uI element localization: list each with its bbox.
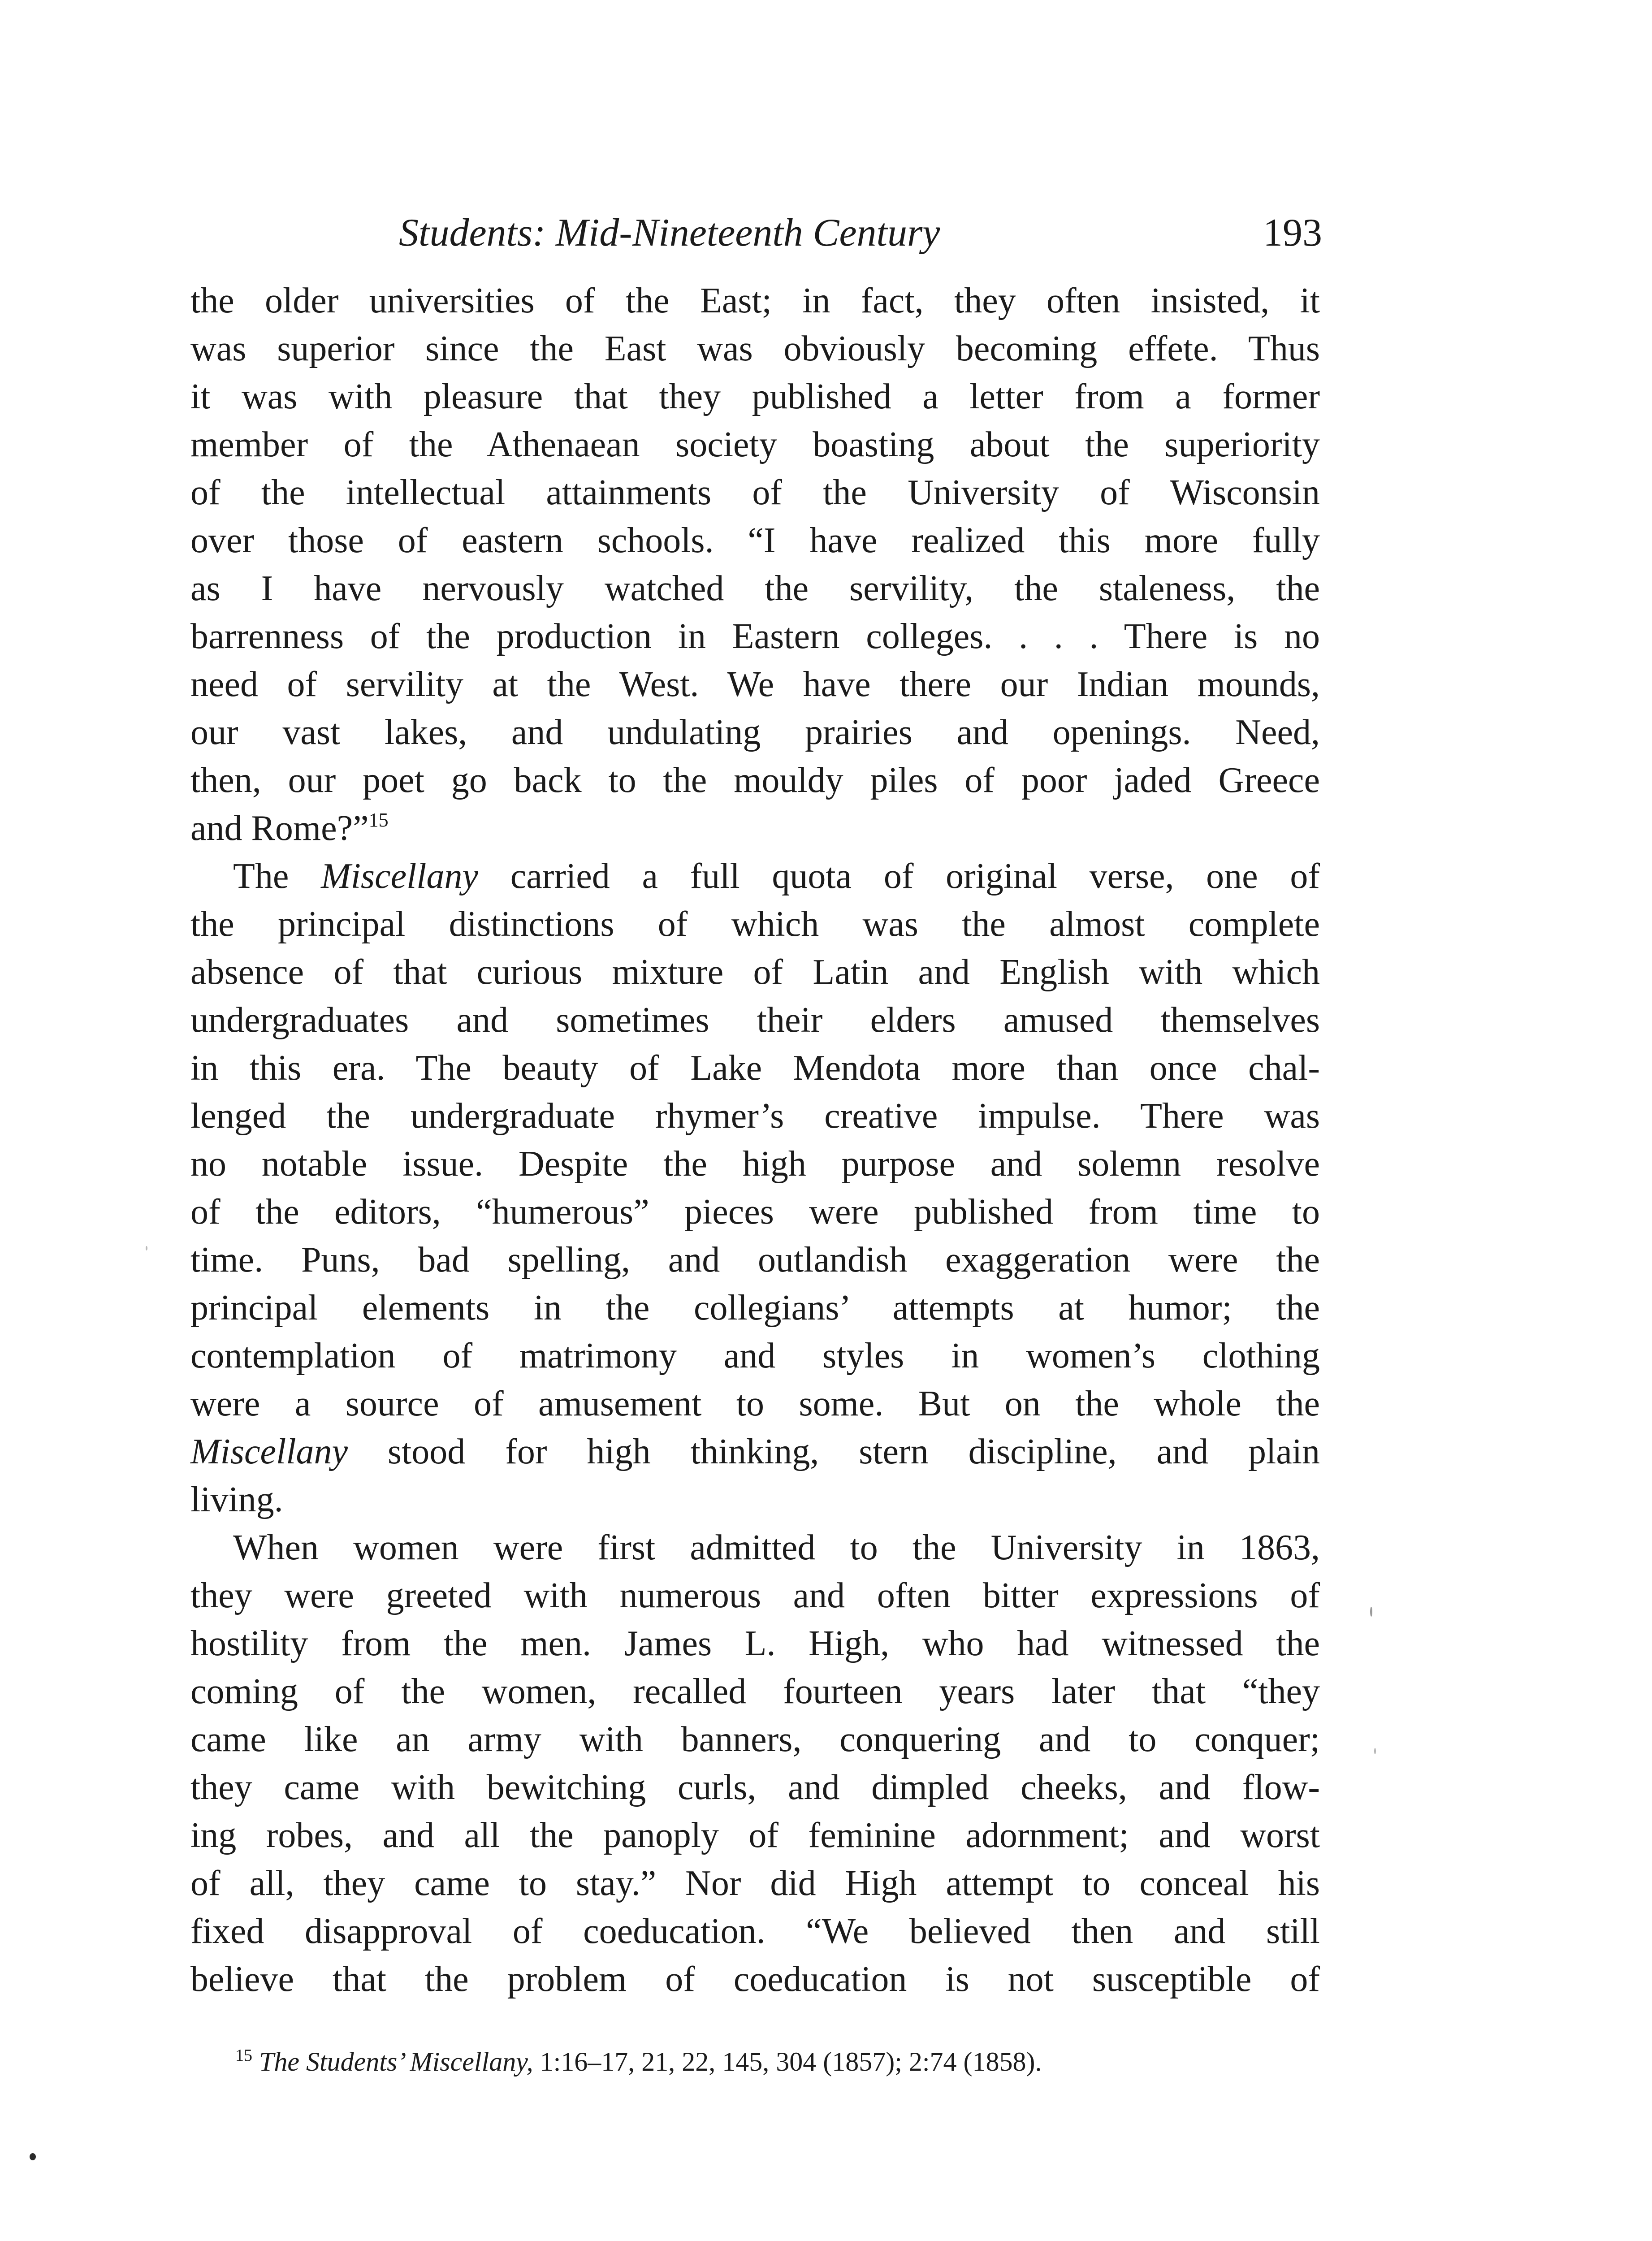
text-line: were a source of amusement to some. But on the whole the [190, 1384, 1320, 1423]
text-line: absence of that curious mixture of Latin and English with which [190, 952, 1320, 992]
running-title: Students: Mid-Nineteenth Century [399, 211, 940, 255]
text-line: time. Puns, bad spelling, and outlandish exaggeration were the [190, 1240, 1320, 1280]
footnote-reference: 15 [368, 809, 389, 831]
periodical-title: Miscellany [321, 857, 479, 896]
para-rest: carried a full quota of original verse, one of [510, 857, 1320, 896]
text-line: barrenness of the production in Eastern colleges. . . . There is no [190, 617, 1320, 656]
quote-end: and Rome?” [190, 809, 369, 848]
text-line: in this era. The beauty of Lake Mendota more than once chal- [190, 1048, 1320, 1088]
paragraph-start-line: When women were first admitted to the University in 1863, [233, 1528, 1320, 1567]
text-line: they were greeted with numerous and often bitter expressions of [190, 1576, 1320, 1615]
text-line: they came with bewitching curls, and dimpled cheeks, and flow- [190, 1768, 1320, 1807]
running-head [399, 206, 1322, 269]
text-line: fixed disapproval of coeducation. “We believed then and still [190, 1912, 1320, 1951]
para-lead: The [233, 857, 289, 896]
text-line [190, 805, 1320, 852]
text-line: hostility from the men. James L. High, who had witnessed the [190, 1624, 1320, 1663]
scan-speck [1374, 1748, 1376, 1754]
footnote-mark: 15 [235, 2046, 252, 2065]
text-line: of all, they came to stay.” Nor did High attempt to conceal his [190, 1864, 1320, 1903]
text-line: contemplation of matrimony and styles in women’s clothing [190, 1336, 1320, 1376]
text-line: of the editors, “humerous” pieces were published from time to [190, 1192, 1320, 1232]
text-line: member of the Athenaean society boasting about the superiority [190, 425, 1320, 464]
text-line: need of servility at the West. We have there our Indian mounds, [190, 665, 1320, 704]
text-line: the principal distinctions of which was the almost complete [190, 904, 1320, 944]
footnote-citation: 1:16–17, 21, 22, 145, 304 (1857); 2:74 (1858). [540, 2047, 1042, 2077]
text-line: lenged the undergraduate rhymer’s creative impulse. There was [190, 1096, 1320, 1136]
text-line: our vast lakes, and undulating prairies and openings. Need, [190, 713, 1320, 752]
paragraph-start-line [190, 852, 1320, 900]
body-text [190, 277, 1320, 2003]
text-line: of the intellectual attainments of the University of Wisconsin [190, 473, 1320, 512]
text-line: believe that the problem of coeducation is not susceptible of [190, 1960, 1320, 1999]
text-line: then, our poet go back to the mouldy piles of poor jaded Greece [190, 761, 1320, 800]
text-line: undergraduates and sometimes their elders amused themselves [190, 1000, 1320, 1040]
footnote [235, 2042, 1320, 2082]
text-line: no notable issue. Despite the high purpose and solemn resolve [190, 1144, 1320, 1184]
text-line [190, 1428, 1320, 1476]
scan-speck [146, 1246, 147, 1250]
footnote-source-title: The Students’ Miscellany, [259, 2047, 533, 2077]
text-line: came like an army with banners, conquering and to conquer; [190, 1720, 1320, 1759]
para-rest: stood for high thinking, stern discipline, and plain [387, 1432, 1320, 1471]
text-line: over those of eastern schools. “I have realized this more fully [190, 521, 1320, 560]
periodical-title: Miscellany [190, 1432, 348, 1471]
scan-speck [1370, 1607, 1372, 1617]
page-number: 193 [1263, 211, 1322, 255]
text-line: was superior since the East was obviously becoming effete. Thus [190, 329, 1320, 368]
text-line: as I have nervously watched the servility, the staleness, the [190, 569, 1320, 608]
text-line: principal elements in the collegians’ attempts at humor; the [190, 1288, 1320, 1328]
text-line: the older universities of the East; in fact, they often insisted, it [190, 281, 1320, 320]
scan-speck [30, 2153, 36, 2160]
text-line: living. [190, 1480, 283, 1519]
text-line: it was with pleasure that they published a letter from a former [190, 377, 1320, 416]
text-line: ing robes, and all the panoply of feminine adornment; and worst [190, 1816, 1320, 1855]
text-line: coming of the women, recalled fourteen years later that “they [190, 1672, 1320, 1711]
